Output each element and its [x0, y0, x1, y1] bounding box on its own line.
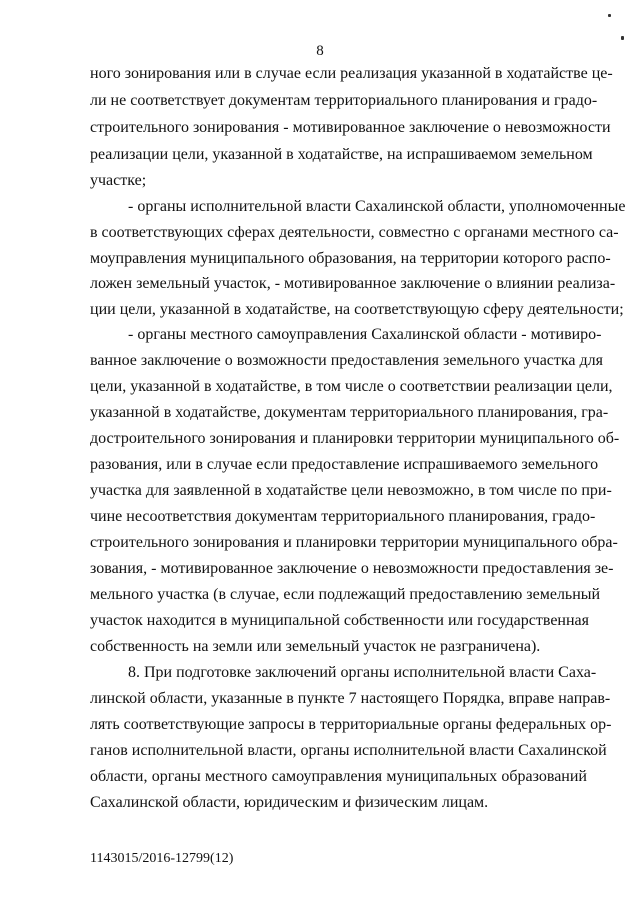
paragraph-line: участок находится в муниципальной собственности или государственная	[90, 612, 590, 629]
paragraph-line: 8. При подготовке заключений органы исполнительной власти Саха-	[128, 664, 597, 681]
paragraph-line: Сахалинской области, юридическим и физическим лицам.	[90, 794, 489, 811]
paragraph-line: указанной в ходатайстве, документам территориального планирования, гра-	[90, 404, 609, 421]
paragraph-line: собственность на земли или земельный участок не разграничена).	[90, 638, 541, 655]
paragraph-line: ложен земельный участок, - мотивированное заключение о влиянии реализа-	[90, 275, 616, 292]
paragraph-line: линской области, указанные в пункте 7 настоящего Порядка, вправе направ-	[90, 690, 611, 707]
page-number: 8	[316, 43, 324, 59]
paragraph-line: достроительного зонирования и планировки территории муниципального об-	[90, 430, 620, 447]
paragraph-line: ганов исполнительной власти, органы исполнительной власти Сахалинской	[90, 742, 607, 759]
paragraph-line: ли не соответствует документам территориального планирования и градо-	[90, 92, 598, 109]
paragraph-line: разования, или в случае если предоставление испрашиваемого земельного	[90, 456, 599, 473]
paragraph-line: ции цели, указанной в ходатайстве, на соответствующую сферу деятельности;	[90, 301, 624, 318]
paragraph-line: участка для заявленной в ходатайстве цели невозможно, в том числе по при-	[90, 482, 612, 499]
paragraph-line: моуправления муниципального образования, на территории которого распо-	[90, 250, 611, 267]
paragraph-line: в соответствующих сферах деятельности, совместно с органами местного са-	[90, 224, 619, 241]
paragraph-line: ванное заключение о возможности предоставления земельного участка для	[90, 352, 604, 369]
paragraph-line: ного зонирования или в случае если реализация указанной в ходатайстве це-	[90, 65, 613, 82]
paragraph-line: зования, - мотивированное заключение о невозможности предоставления зе-	[90, 560, 614, 577]
paragraph-line: - органы исполнительной власти Сахалинской области, уполномоченные	[128, 198, 626, 215]
paragraph-line: строительного зонирования и планировки территории муниципального обра-	[90, 534, 618, 551]
scan-artifact-mark	[608, 14, 611, 17]
paragraph-line: реализации цели, указанной в ходатайстве, на испрашиваемом земельном	[90, 146, 593, 163]
document-footer-code: 1143015/2016-12799(12)	[90, 851, 234, 866]
paragraph-line: участке;	[90, 172, 147, 189]
paragraph-line: чине несоответствия документам территориального планирования, градо-	[90, 508, 596, 525]
paragraph-line: области, органы местного самоуправления муниципальных образований	[90, 768, 587, 785]
paragraph-line: строительного зонирования - мотивированное заключение о невозможности	[90, 119, 611, 136]
paragraph-line: цели, указанной в ходатайстве, в том числе о соответствии реализации цели,	[90, 378, 613, 395]
scan-artifact-mark	[621, 36, 624, 40]
paragraph-line: - органы местного самоуправления Сахалинской области - мотивиро-	[128, 326, 602, 343]
paragraph-line: лять соответствующие запросы в территориальные органы федеральных ор-	[90, 716, 612, 733]
paragraph-line: мельного участка (в случае, если подлежащий предоставлению земельный	[90, 586, 601, 603]
